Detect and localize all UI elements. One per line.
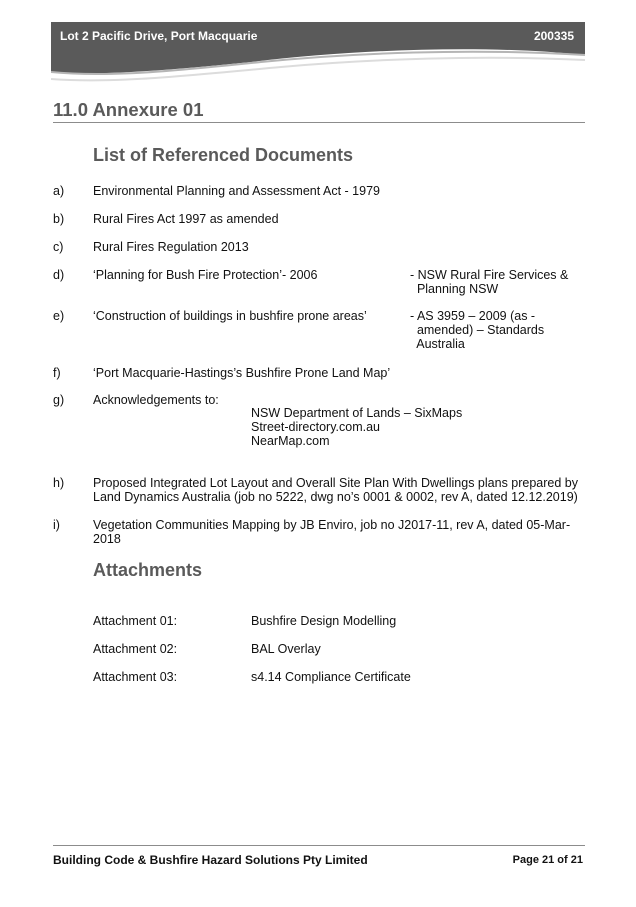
page-number: Page 21 of 21	[512, 854, 583, 866]
reference-i-line-2: 2018	[93, 532, 121, 546]
acknowledgement-street-directory: Street-directory.com.au	[251, 420, 380, 434]
reference-h-line-1: Proposed Integrated Lot Layout and Overall Site Plan With Dwellings plans prepared by	[93, 476, 579, 490]
reference-e-source-line-3: Australia	[410, 337, 465, 351]
section-heading: 11.0 Annexure 01	[53, 99, 204, 120]
attachment-03-label: Attachment 03:	[93, 670, 178, 684]
attachment-03-title: s4.14 Compliance Certificate	[251, 670, 411, 684]
reference-d-source-line-2: Planning NSW	[410, 282, 499, 296]
reference-letter-i: i)	[53, 518, 60, 532]
attachment-02-title: BAL Overlay	[251, 642, 321, 656]
reference-c: Rural Fires Regulation 2013	[93, 240, 249, 254]
reference-d: ‘Planning for Bush Fire Protection’- 2006	[93, 268, 318, 282]
reference-g: Acknowledgements to:	[93, 393, 219, 407]
acknowledgement-sixmaps: NSW Department of Lands – SixMaps	[251, 406, 463, 420]
reference-e-source-line-2: amended) – Standards	[410, 323, 545, 337]
reference-e-source-line-1: - AS 3959 – 2009 (as -	[410, 309, 536, 323]
footer-divider	[53, 845, 585, 846]
header-code: 200335	[533, 29, 574, 43]
reference-letter-g: g)	[53, 393, 65, 407]
reference-a: Environmental Planning and Assessment Act - 1979	[93, 184, 380, 198]
acknowledgement-nearmap: NearMap.com	[251, 434, 330, 448]
reference-e: ‘Construction of buildings in bushfire prone areas’	[93, 309, 367, 323]
references-heading: List of Referenced Documents	[93, 145, 354, 165]
reference-letter-f: f)	[53, 366, 61, 380]
reference-letter-e: e)	[53, 309, 65, 323]
reference-h-line-2: Land Dynamics Australia (job no 5222, dwg no’s 0001 & 0002, rev A, dated 12.12.2019)	[93, 490, 578, 504]
reference-f: ‘Port Macquarie-Hastings’s Bushfire Prone Land Map’	[93, 366, 391, 380]
reference-letter-a: a)	[53, 184, 65, 198]
footer-company: Building Code & Bushfire Hazard Solutions Pty Limited	[53, 853, 368, 867]
reference-i-line-1: Vegetation Communities Mapping by JB Enviro, job no J2017-11, rev A, dated 05-Mar-	[93, 518, 571, 532]
header-title: Lot 2 Pacific Drive, Port Macquarie	[60, 29, 258, 43]
attachment-02-label: Attachment 02:	[93, 642, 178, 656]
reference-d-source-line-1: - NSW Rural Fire Services &	[410, 268, 569, 282]
attachment-01-label: Attachment 01:	[93, 614, 178, 628]
reference-b: Rural Fires Act 1997 as amended	[93, 212, 279, 226]
attachment-01-title: Bushfire Design Modelling	[251, 614, 397, 628]
section-divider	[53, 122, 585, 123]
reference-letter-c: c)	[53, 240, 64, 254]
reference-letter-d: d)	[53, 268, 65, 282]
reference-letter-b: b)	[53, 212, 65, 226]
attachments-heading: Attachments	[93, 560, 203, 580]
reference-letter-h: h)	[53, 476, 65, 490]
